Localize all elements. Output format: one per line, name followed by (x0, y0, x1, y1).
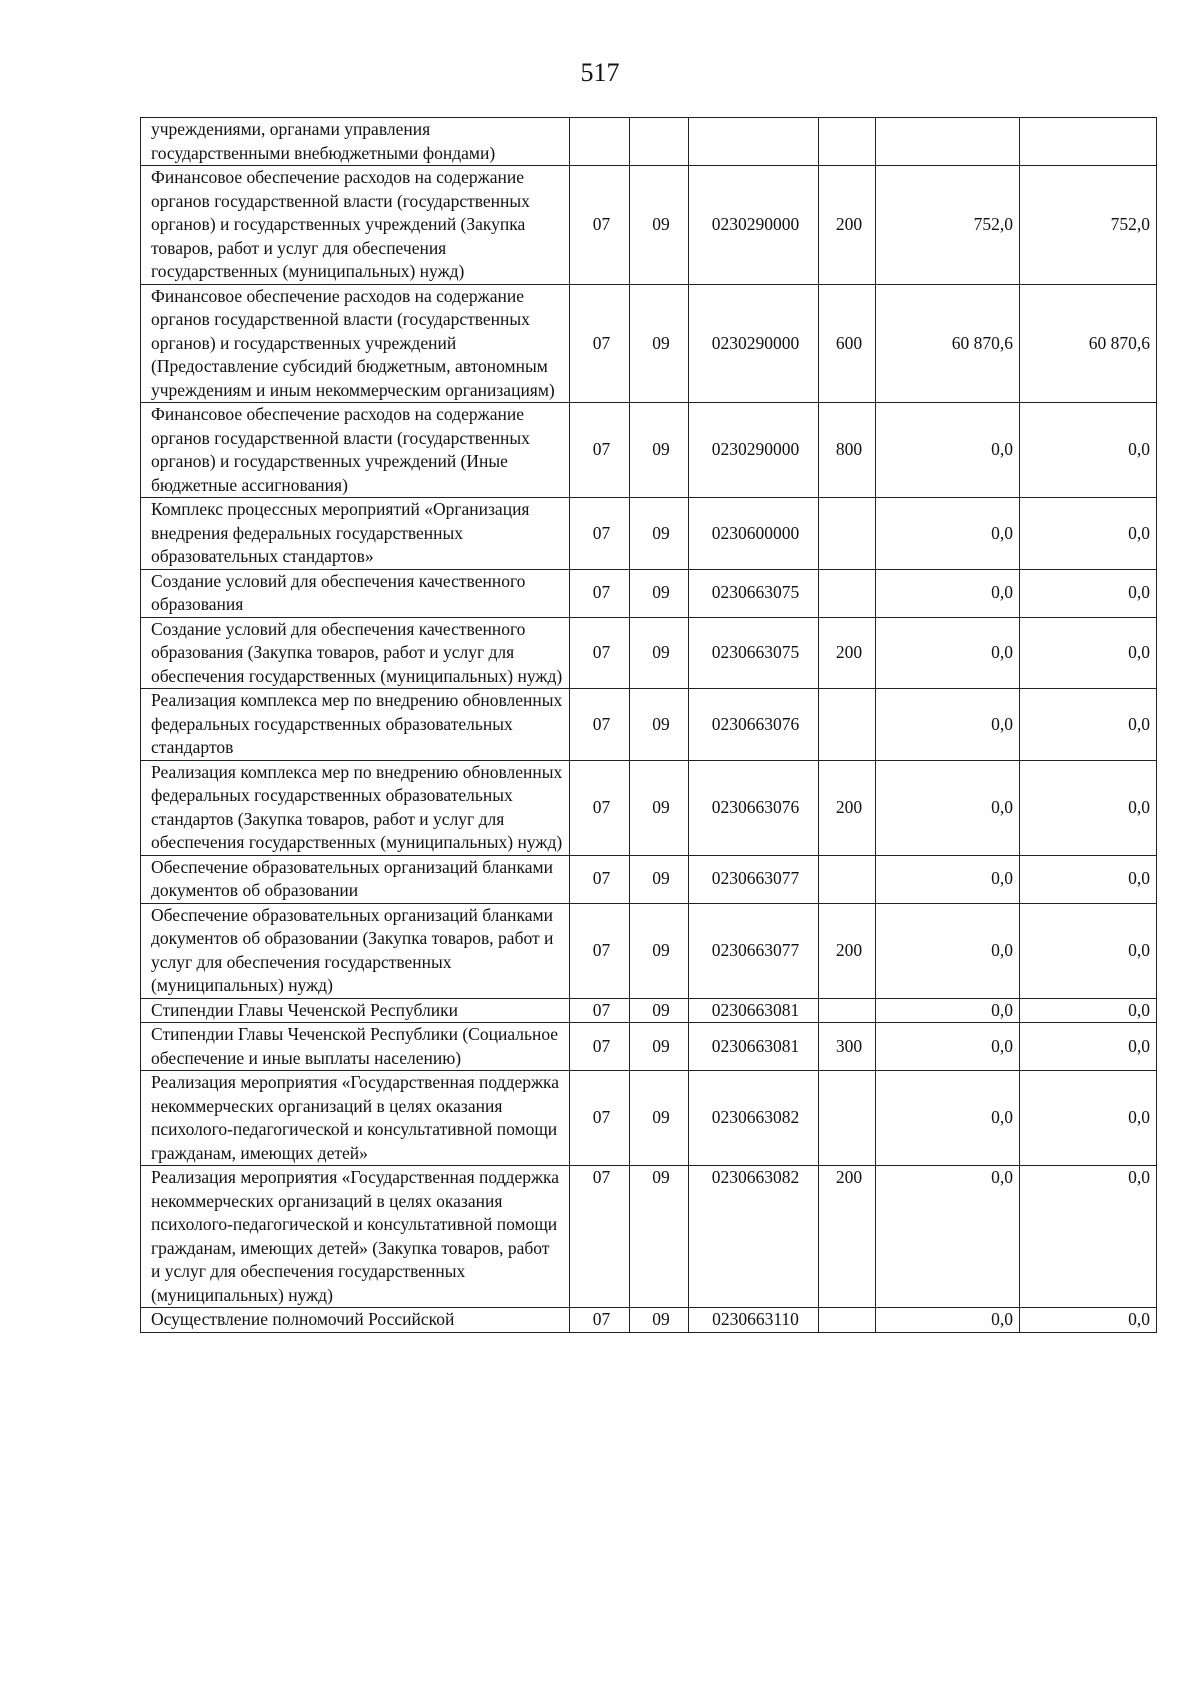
row-subsection: 09 (630, 1071, 689, 1166)
row-expense-type (819, 1308, 876, 1333)
table-row (141, 498, 1157, 570)
row-sum-2: 0,0 (1020, 498, 1157, 570)
row-target-article: 0230663077 (689, 855, 819, 903)
row-sum-1: 60 870,6 (876, 284, 1020, 403)
page-number: 517 (580, 58, 620, 87)
row-subsection: 09 (630, 1023, 689, 1071)
row-sum-2: 0,0 (1020, 569, 1157, 617)
row-target-article: 0230663077 (689, 903, 819, 998)
row-target-article: 0230663082 (689, 1166, 819, 1308)
row-name: Комплекс процессных мероприятий «Организация внедрения федеральных государственных образовательных стандартов» (141, 498, 570, 570)
row-section: 07 (570, 689, 630, 761)
row-expense-type: 200 (819, 166, 876, 285)
row-sum-1: 0,0 (876, 617, 1020, 689)
row-sum-1: 0,0 (876, 1308, 1020, 1333)
row-target-article: 0230663081 (689, 998, 819, 1023)
table-row (141, 689, 1157, 761)
row-expense-type (819, 689, 876, 761)
row-name: Создание условий для обеспечения качественного образования (141, 569, 570, 617)
row-subsection: 09 (630, 617, 689, 689)
row-section: 07 (570, 1023, 630, 1071)
row-subsection: 09 (630, 284, 689, 403)
row-sum-2: 0,0 (1020, 1071, 1157, 1166)
row-target-article: 0230663076 (689, 760, 819, 855)
row-name: Создание условий для обеспечения качественного образования (Закупка товаров, работ и услуг для обеспечения государственных (муниципальных) нужд) (141, 617, 570, 689)
row-section: 07 (570, 617, 630, 689)
table-row (141, 118, 1157, 166)
row-section: 07 (570, 284, 630, 403)
row-target-article: 0230663075 (689, 569, 819, 617)
row-sum-1: 0,0 (876, 498, 1020, 570)
row-sum-1: 0,0 (876, 998, 1020, 1023)
row-sum-2: 0,0 (1020, 1308, 1157, 1333)
budget-table (140, 117, 1157, 1333)
row-section: 07 (570, 403, 630, 498)
row-name: Стипендии Главы Чеченской Республики (141, 998, 570, 1023)
row-subsection: 09 (630, 855, 689, 903)
row-sum-2: 0,0 (1020, 403, 1157, 498)
row-expense-type: 200 (819, 760, 876, 855)
row-sum-2: 60 870,6 (1020, 284, 1157, 403)
table-row (141, 166, 1157, 285)
row-expense-type: 200 (819, 903, 876, 998)
row-expense-type (819, 1071, 876, 1166)
table-row (141, 903, 1157, 998)
row-expense-type: 200 (819, 1166, 876, 1308)
row-expense-type: 800 (819, 403, 876, 498)
row-sum-1: 0,0 (876, 1071, 1020, 1166)
row-name: Реализация мероприятия «Государственная поддержка некоммерческих организаций в целях оказания психолого-педагогической и консультативной помощи гражданам, имеющих детей» (Закупка товаров, работ и услуг для обеспечения государственных (муниципальных) нужд) (141, 1166, 570, 1308)
row-sum-1: 0,0 (876, 569, 1020, 617)
row-expense-type (819, 498, 876, 570)
row-section: 07 (570, 855, 630, 903)
row-target-article: 0230663082 (689, 1071, 819, 1166)
row-sum-1: 0,0 (876, 855, 1020, 903)
row-expense-type (819, 118, 876, 166)
row-sum-1: 0,0 (876, 760, 1020, 855)
row-name: Финансовое обеспечение расходов на содержание органов государственной власти (государственных органов) и государственных учреждений (Закупка товаров, работ и услуг для обеспечения государственных (муниципальных) нужд) (141, 166, 570, 285)
table-row (141, 403, 1157, 498)
row-sum-2: 0,0 (1020, 689, 1157, 761)
row-subsection: 09 (630, 166, 689, 285)
row-target-article (689, 118, 819, 166)
row-subsection: 09 (630, 569, 689, 617)
row-target-article: 0230663076 (689, 689, 819, 761)
table-row (141, 569, 1157, 617)
row-name: Финансовое обеспечение расходов на содержание органов государственной власти (государственных органов) и государственных учреждений (Иные бюджетные ассигнования) (141, 403, 570, 498)
row-name: Реализация комплекса мер по внедрению обновленных федеральных государственных образовательных стандартов (Закупка товаров, работ и услуг для обеспечения государственных (муниципальных) нужд) (141, 760, 570, 855)
table-row (141, 760, 1157, 855)
row-target-article: 0230290000 (689, 284, 819, 403)
row-sum-1: 0,0 (876, 903, 1020, 998)
row-sum-1: 0,0 (876, 1166, 1020, 1308)
row-sum-2: 0,0 (1020, 903, 1157, 998)
table-row (141, 1166, 1157, 1308)
row-expense-type: 600 (819, 284, 876, 403)
row-target-article: 0230600000 (689, 498, 819, 570)
row-subsection: 09 (630, 998, 689, 1023)
row-expense-type (819, 998, 876, 1023)
row-sum-1: 752,0 (876, 166, 1020, 285)
row-subsection: 09 (630, 403, 689, 498)
row-target-article: 0230663110 (689, 1308, 819, 1333)
row-section: 07 (570, 903, 630, 998)
table-row (141, 617, 1157, 689)
row-section: 07 (570, 498, 630, 570)
row-expense-type (819, 855, 876, 903)
row-sum-1: 0,0 (876, 403, 1020, 498)
row-section: 07 (570, 760, 630, 855)
row-name: Обеспечение образовательных организаций бланками документов об образовании (Закупка товаров, работ и услуг для обеспечения государственных (муниципальных) нужд) (141, 903, 570, 998)
table-row (141, 855, 1157, 903)
row-section: 07 (570, 1071, 630, 1166)
row-section: 07 (570, 569, 630, 617)
row-target-article: 0230290000 (689, 403, 819, 498)
row-name: Обеспечение образовательных организаций бланками документов об образовании (141, 855, 570, 903)
row-expense-type: 300 (819, 1023, 876, 1071)
row-section: 07 (570, 1166, 630, 1308)
row-name: Реализация комплекса мер по внедрению обновленных федеральных государственных образовательных стандартов (141, 689, 570, 761)
row-subsection: 09 (630, 903, 689, 998)
row-expense-type (819, 569, 876, 617)
row-name: Реализация мероприятия «Государственная поддержка некоммерческих организаций в целях оказания психолого-педагогической и консультативной помощи гражданам, имеющих детей» (141, 1071, 570, 1166)
row-subsection: 09 (630, 760, 689, 855)
row-sum-2: 0,0 (1020, 1166, 1157, 1308)
table-row (141, 998, 1157, 1023)
row-sum-1 (876, 118, 1020, 166)
row-sum-2: 0,0 (1020, 617, 1157, 689)
row-sum-1: 0,0 (876, 1023, 1020, 1071)
table-row (141, 1071, 1157, 1166)
row-expense-type: 200 (819, 617, 876, 689)
row-name: Финансовое обеспечение расходов на содержание органов государственной власти (государственных органов) и государственных учреждений (Предоставление субсидий бюджетным, автономным учреждениям и иным некоммерческим организациям) (141, 284, 570, 403)
row-name: Стипендии Главы Чеченской Республики (Социальное обеспечение и иные выплаты населению) (141, 1023, 570, 1071)
row-subsection: 09 (630, 1308, 689, 1333)
table-row (141, 284, 1157, 403)
row-subsection (630, 118, 689, 166)
row-sum-2: 0,0 (1020, 998, 1157, 1023)
row-section (570, 118, 630, 166)
row-sum-2: 0,0 (1020, 1023, 1157, 1071)
row-target-article: 0230290000 (689, 166, 819, 285)
table-row (141, 1023, 1157, 1071)
row-sum-2 (1020, 118, 1157, 166)
row-sum-2: 0,0 (1020, 855, 1157, 903)
row-target-article: 0230663075 (689, 617, 819, 689)
row-section: 07 (570, 166, 630, 285)
row-section: 07 (570, 998, 630, 1023)
row-target-article: 0230663081 (689, 1023, 819, 1071)
row-section: 07 (570, 1308, 630, 1333)
row-sum-1: 0,0 (876, 689, 1020, 761)
row-subsection: 09 (630, 1166, 689, 1308)
row-name: учреждениями, органами управления государственными внебюджетными фондами) (141, 118, 570, 166)
row-subsection: 09 (630, 689, 689, 761)
row-sum-2: 0,0 (1020, 760, 1157, 855)
row-name: Осуществление полномочий Российской (141, 1308, 570, 1333)
row-sum-2: 752,0 (1020, 166, 1157, 285)
table-row (141, 1308, 1157, 1333)
row-subsection: 09 (630, 498, 689, 570)
